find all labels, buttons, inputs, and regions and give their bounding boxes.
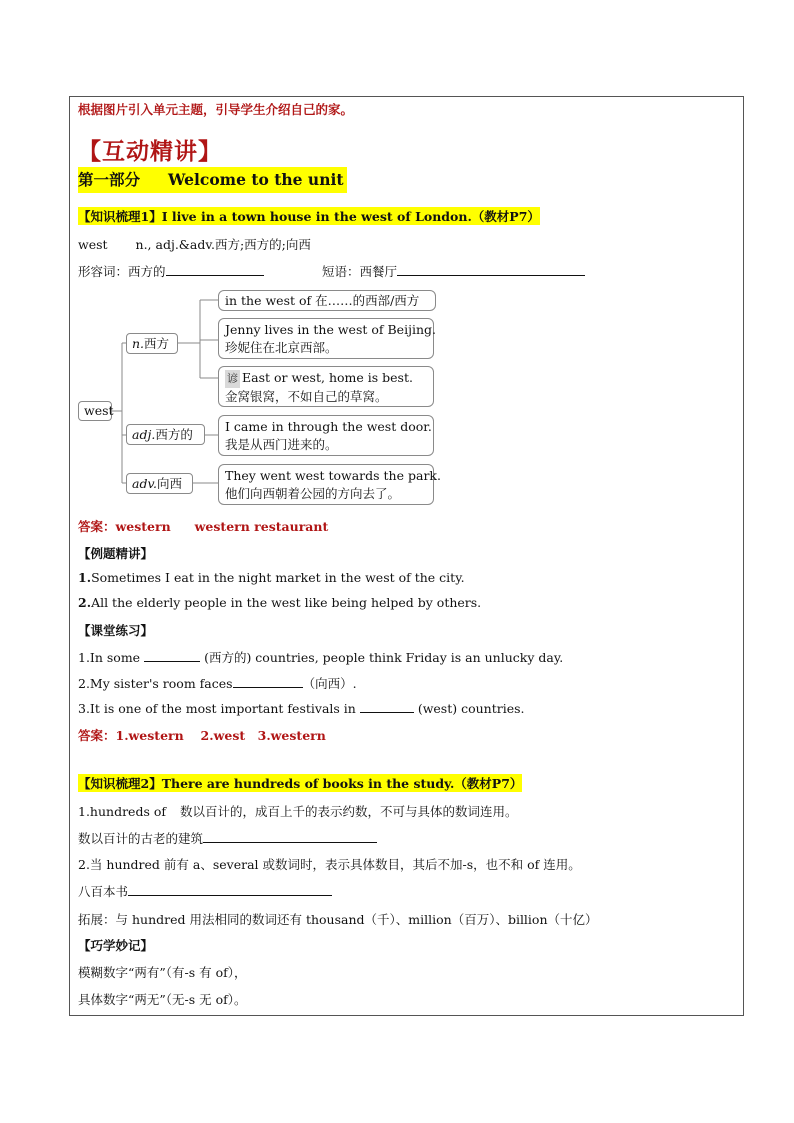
tree-leaf-proverb xyxy=(218,366,434,407)
leaf2-en: Jenny lives in the west of Beijing. xyxy=(225,322,436,337)
proverb-tag: 谚 xyxy=(225,370,240,388)
tree-node-noun xyxy=(126,333,178,354)
noun-meaning: 西方 xyxy=(144,336,170,351)
exercise-1-prompt: 数以百计的古老的建筑 xyxy=(78,831,204,846)
example-2 xyxy=(78,595,481,610)
practice-3-a: 3.It is one of the most important festivals in xyxy=(78,701,356,716)
practice-2-b: （向西）. xyxy=(302,676,357,691)
answer-label: 答案： xyxy=(78,519,116,534)
noun-pos: n. xyxy=(132,336,145,351)
example-2-num: 2. xyxy=(78,595,92,610)
practice-3 xyxy=(78,700,524,716)
practice-3-b: (west) countries. xyxy=(417,701,525,716)
leaf4-en: I came in through the west door. xyxy=(225,419,432,434)
k2-exercise-1 xyxy=(78,829,377,847)
exercise-1-blank[interactable] xyxy=(203,830,377,843)
k2-rule-2: 2.当 hundred 前有 a、several 或数词时，表示具体数目，其后不加-s，也不和 of 连用。 xyxy=(78,857,581,872)
part-title-en: Welcome to the unit xyxy=(168,170,344,189)
tree-node-adverb xyxy=(126,473,193,494)
tree-root-west: west xyxy=(78,401,112,421)
part-label: 第一部分 xyxy=(78,170,141,189)
tree-leaf-west-door xyxy=(218,415,434,456)
tree-node-adjective xyxy=(126,424,205,445)
tree-leaf-jenny xyxy=(218,318,434,359)
rule-1-term: 1.hundreds of xyxy=(78,804,166,819)
k2-heading: 【知识梳理2】There are hundreds of books in the study.（教材P7） xyxy=(78,776,523,791)
practice-2 xyxy=(78,674,357,692)
practice-heading: 【课堂练习】 xyxy=(78,623,154,638)
tree-leaf-went-west xyxy=(218,464,441,505)
example-1-num: 1. xyxy=(78,570,92,585)
leaf4-cn: 我是从西门进来的。 xyxy=(225,437,338,452)
answer-1: western xyxy=(115,519,171,534)
practice-1-blank[interactable] xyxy=(144,649,200,662)
adv-pos: adv. xyxy=(132,476,158,491)
section-title: 【互动精讲】 xyxy=(78,138,222,165)
adj-meaning: 西方的 xyxy=(155,427,193,442)
example-2-text: All the elderly people in the west like being helped by others. xyxy=(91,595,482,610)
leaf3-en: East or west, home is best. xyxy=(242,370,413,385)
practice-1-b: (西方的) countries, people think Friday is an unlucky day. xyxy=(204,650,564,665)
phrase-prompt: 短语：西餐厅 xyxy=(322,264,398,279)
intro-text: 根据图片引入单元主题，引导学生介绍自己的家。 xyxy=(78,102,354,117)
practice-1-a: 1.In some xyxy=(78,650,141,665)
leaf2-cn: 珍妮住在北京西部。 xyxy=(225,340,338,355)
practice-3-blank[interactable] xyxy=(360,700,414,713)
rule-1-desc: 数以百计的，成百上千的表示约数，不可与具体的数词连用。 xyxy=(180,804,518,819)
exercise-2-prompt: 八百本书 xyxy=(78,884,129,899)
example-1 xyxy=(78,570,465,585)
tree-leaf-in-the-west-of: in the west of 在……的西部/西方 xyxy=(218,290,436,311)
k2-exercise-2 xyxy=(78,882,332,900)
practice-2-a: 2.My sister's room faces xyxy=(78,676,233,691)
leaf3-cn: 金窝银窝，不如自己的草窝。 xyxy=(225,389,388,404)
west-def: n., adj.&adv.西方;西方的;向西 xyxy=(135,237,311,252)
examples-heading: 【例题精讲】 xyxy=(78,546,154,561)
tip-1: 模糊数字“两有”（有-s 有 of）， xyxy=(78,965,247,980)
practice-2-blank[interactable] xyxy=(233,675,303,688)
practice-answer: 答案：1.western 2.west 3.western xyxy=(78,728,326,743)
tips-heading: 【巧学妙记】 xyxy=(78,938,154,953)
k1-heading: 【知识梳理1】I live in a town house in the west of London.（教材P7） xyxy=(78,209,540,224)
k2-extension: 拓展：与 hundred 用法相同的数词还有 thousand（千）、million（百万）、billion（十亿） xyxy=(78,912,598,927)
tip-2: 具体数字“两无”（无-s 无 of）。 xyxy=(78,992,247,1007)
west-word: west xyxy=(78,237,108,252)
leaf5-en: They went west towards the park. xyxy=(225,468,441,483)
leaf5-cn: 他们向西朝着公园的方向去了。 xyxy=(225,486,401,501)
k1-answer xyxy=(78,517,328,535)
exercise-2-blank[interactable] xyxy=(128,883,332,896)
answer-2: western restaurant xyxy=(194,519,329,534)
adj-pos: adj. xyxy=(132,427,156,442)
example-1-text: Sometimes I eat in the night market in the west of the city. xyxy=(91,570,465,585)
adj-prompt: 形容词：西方的 xyxy=(78,264,166,279)
practice-1 xyxy=(78,648,563,666)
k2-rule-1 xyxy=(78,802,518,820)
adv-meaning: 向西 xyxy=(157,476,183,491)
